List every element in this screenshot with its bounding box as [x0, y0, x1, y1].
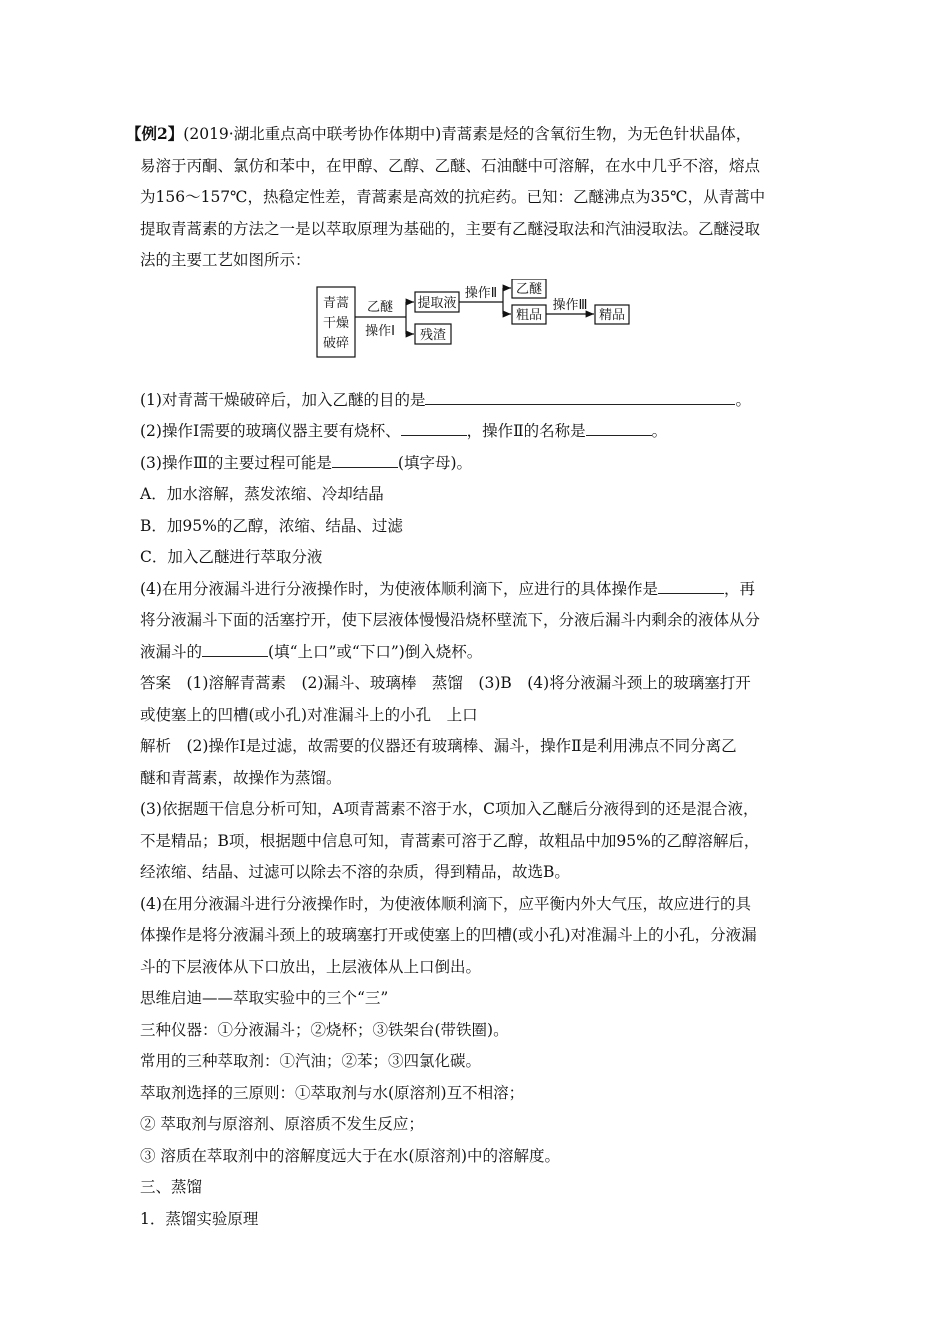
q3-end: (填字母)。	[397, 453, 473, 472]
op1-label: 操作Ⅰ	[365, 323, 395, 339]
option-a: A．加水溶解，蒸发浓缩、冷却结晶	[140, 485, 384, 503]
start-line-2: 干燥	[322, 315, 350, 331]
start-line-3: 破碎	[322, 335, 350, 351]
option-c: C．加入乙醚进行萃取分液	[140, 548, 323, 566]
q1-text: (1)对青蒿干燥破碎后，加入乙醚的目的是	[140, 390, 426, 409]
q4-text-2: 液漏斗的	[140, 642, 203, 661]
extract-label: 提取液	[417, 295, 457, 311]
question-1	[140, 385, 812, 417]
analysis-line-4: 不是精品；B项，根据题中信息可知，青蒿素可溶于乙醇，故粗品中加95%的乙醇溶解后，	[140, 831, 760, 850]
q4-blank-1	[658, 575, 724, 594]
example-line-1	[126, 118, 812, 151]
option-b: B．加95%的乙醇，浓缩、结晶、过滤	[140, 516, 403, 535]
q3-text: (3)操作Ⅲ的主要过程可能是	[140, 453, 332, 472]
process-flowchart	[140, 279, 812, 385]
example-text: (2019·湖北重点高中联考协作体期中)青蒿素是烃的含氧衍生物，为无色针状晶体，	[183, 125, 752, 143]
q2-text: (2)操作Ⅰ需要的玻璃仪器主要有烧杯、	[140, 422, 401, 440]
op2-label: 操作Ⅱ	[464, 285, 498, 301]
question-3	[140, 448, 812, 480]
example-line-2: 易溶于丙酮、氯仿和苯中，在甲醇、乙醇、乙醚、石油醚中可溶解，在水中几乎不溶，熔点	[140, 156, 761, 175]
q2-blank-1	[401, 417, 467, 436]
example-tag: 【例2】	[126, 124, 184, 143]
example-line-5: 法的主要工艺如图所示：	[140, 251, 311, 269]
thinking-line-5: ③ 溶质在萃取剂中的溶解度远大于在水(原溶剂)中的溶解度。	[140, 1146, 561, 1165]
thinking-line-1: 三种仪器：①分液漏斗；②烧杯；③铁架台(带铁圈)。	[140, 1020, 509, 1039]
op3-label: 操作Ⅲ	[552, 297, 588, 313]
section-subheading: 1．蒸馏实验原理	[140, 1209, 259, 1228]
answer-line-1: 答案 (1)溶解青蒿素 (2)漏斗、玻璃棒 蒸馏 (3)B (4)将分液漏斗颈上的玻璃塞打开	[140, 674, 751, 692]
q4-end: (填“上口”或“下口”)倒入烧杯。	[268, 642, 483, 661]
ether-out-label: 乙醚	[515, 281, 543, 297]
document-content	[126, 118, 812, 1235]
q2-mid: ，操作Ⅱ的名称是	[466, 422, 586, 440]
q2-end: 。	[651, 422, 668, 440]
thinking-line-2: 常用的三种萃取剂：①汽油；②苯；③四氯化碳。	[140, 1052, 482, 1070]
q2-blank-2	[586, 417, 652, 436]
answer-line-2: 或使塞上的凹槽(或小孔)对准漏斗上的小孔 上口	[140, 705, 478, 724]
analysis-line-2: 醚和青蒿素，故操作为蒸馏。	[140, 768, 342, 787]
thinking-line-4: ② 萃取剂与原溶剂、原溶质不发生反应；	[140, 1115, 424, 1133]
example-line-4: 提取青蒿素的方法之一是以萃取原理为基础的，主要有乙醚浸取法和汽油浸取法。乙醚浸取	[140, 219, 761, 238]
crude-label: 粗品	[515, 307, 543, 323]
analysis-line-1: 解析 (2)操作Ⅰ是过滤，故需要的仪器还有玻璃棒、漏斗，操作Ⅱ是利用沸点不同分离乙	[140, 737, 737, 755]
example-line-3: 为156～157℃，热稳定性差，青蒿素是高效的抗疟药。已知：乙醚沸点为35℃，从青蒿中	[140, 188, 766, 206]
analysis-line-5: 经浓缩、结晶、过滤可以除去不溶的杂质，得到精品，故选B。	[140, 863, 570, 881]
analysis-line-7: 体操作是将分液漏斗颈上的玻璃塞打开或使塞上的凹槽(或小孔)对准漏斗上的小孔，分液漏	[140, 926, 757, 944]
q1-end: 。	[735, 390, 751, 409]
analysis-line-6: (4)在用分液漏斗进行分液操作时，为使液体顺利滴下，应平衡内外大气压，故应进行的具	[140, 894, 751, 913]
start-line-1: 青蒿	[322, 295, 350, 311]
question-4-line-1	[140, 574, 812, 606]
question-2	[140, 416, 812, 448]
q4-mid: ，再	[723, 579, 755, 598]
residue-label: 残渣	[419, 327, 447, 343]
q3-blank	[332, 449, 398, 468]
analysis-line-8: 斗的下层液体从下口放出，上层液体从上口倒出。	[140, 957, 482, 976]
q1-blank	[425, 386, 735, 405]
flowchart-diagram	[316, 279, 636, 369]
q4-text: (4)在用分液漏斗进行分液操作时，为使液体顺利滴下，应进行的具体操作是	[140, 579, 658, 598]
analysis-line-3: (3)依据题干信息分析可知，A项青蒿素不溶于水，C项加入乙醚后分液得到的还是混合液，	[140, 800, 759, 818]
q4-blank-2	[202, 638, 268, 657]
question-4-line-2: 将分液漏斗下面的活塞拧开，使下层液体慢慢沿烧杯壁流下，分液后漏斗内剩余的液体从分	[140, 611, 761, 629]
question-4-line-3	[140, 637, 812, 669]
ether-label: 乙醚	[366, 299, 394, 315]
thinking-line-3: 萃取剂选择的三原则：①萃取剂与水(原溶剂)互不相溶；	[140, 1083, 525, 1102]
section-heading: 三、蒸馏	[140, 1178, 203, 1196]
fine-label: 精品	[598, 307, 626, 323]
thinking-heading: 思维启迪——萃取实验中的三个“三”	[140, 989, 389, 1007]
